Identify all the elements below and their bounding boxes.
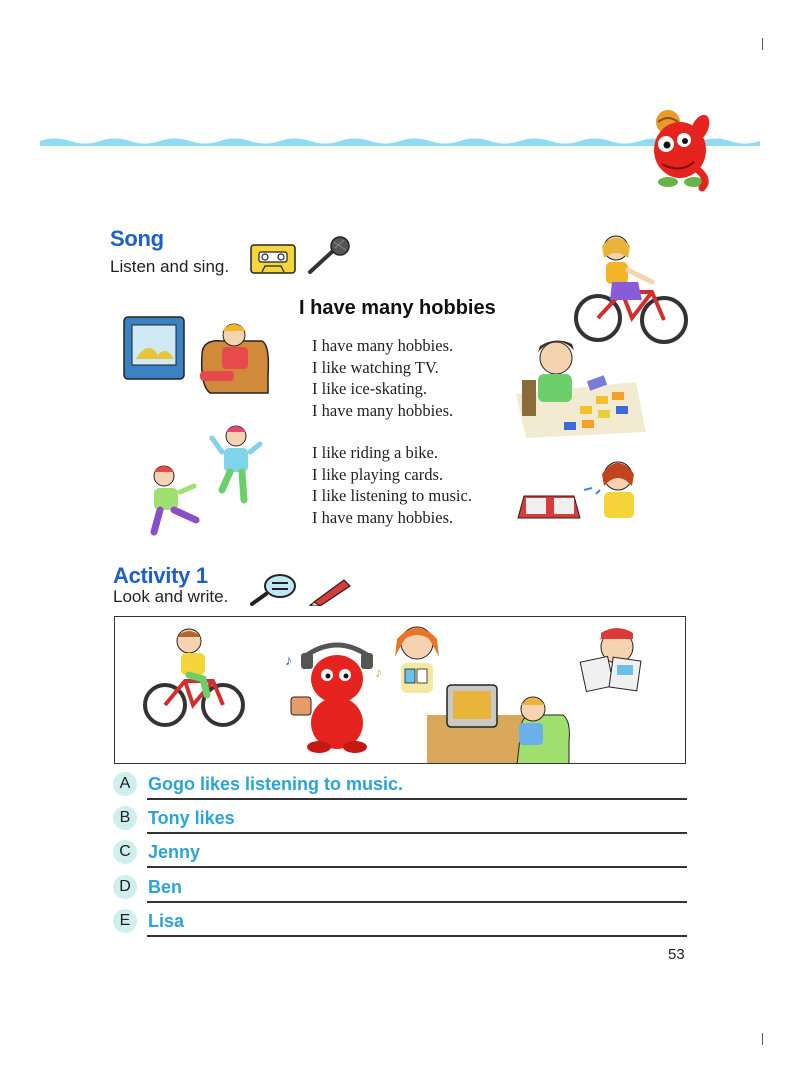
answer-row-a: [113, 772, 687, 802]
answer-row-e: [113, 909, 687, 939]
child-watching-tv-illustration: [122, 305, 272, 397]
lyric-line: I have many hobbies.: [312, 400, 454, 420]
answer-text: Tony likes: [148, 808, 235, 828]
answer-text: Lisa: [148, 911, 185, 931]
song-title: I have many hobbies: [299, 297, 496, 319]
lyric-line: I like ice-skating.: [312, 379, 428, 398]
answer-writing-line[interactable]: [147, 832, 687, 834]
magnifying-glass-icon: [248, 572, 300, 606]
song-instruction: Listen and sing.: [110, 257, 230, 276]
answer-letter-badge: B: [113, 806, 137, 830]
activity-picture-box: [114, 616, 686, 764]
girl-listening-music-illustration: [514, 450, 648, 522]
crop-mark-top: [762, 38, 763, 50]
gogo-listening-music-illustration: [283, 635, 391, 755]
song-verse-2: [312, 442, 472, 528]
activity-instruction: Look and write.: [113, 587, 229, 606]
cassette-tape-icon: [250, 244, 296, 274]
page-number: 53: [668, 946, 685, 963]
svg-text:♪: ♪: [375, 664, 382, 680]
answer-row-c: [113, 840, 687, 870]
lyric-line: I like riding a bike.: [312, 443, 439, 462]
boy-playing-cards-illustration: [516, 332, 646, 438]
answer-letter-badge: C: [113, 840, 137, 864]
lyric-line: I have many hobbies.: [312, 336, 454, 355]
lyric-line: I like listening to music.: [312, 486, 472, 505]
crop-mark-bottom: [762, 1033, 763, 1045]
girl-riding-bike-illustration: [572, 230, 690, 345]
answer-letter-badge: D: [113, 875, 137, 899]
pencil-icon: [306, 576, 352, 606]
lyric-line: I like playing cards.: [312, 464, 444, 484]
boy-riding-bike-illustration: [141, 623, 245, 729]
activity-heading: Activity 1: [113, 563, 208, 588]
answer-row-d: [113, 875, 687, 905]
answer-letter-badge: E: [113, 909, 137, 933]
answer-text: Ben: [148, 877, 183, 897]
lyric-line: I have many hobbies.: [312, 507, 454, 527]
answer-letter-badge: A: [113, 772, 137, 796]
answer-writing-line[interactable]: [147, 866, 687, 868]
answer-text: Gogo likes listening to music.: [148, 774, 404, 794]
answer-row-b: [113, 806, 687, 836]
boy-reading-comic-illustration: [579, 621, 649, 701]
lyric-line: I like watching TV.: [312, 357, 439, 377]
children-ice-skating-illustration: [136, 420, 276, 550]
child-watching-tv-illustration: [427, 679, 573, 764]
red-mascot-illustration: [640, 100, 720, 192]
microphone-icon: [304, 236, 352, 276]
answer-text: Jenny: [148, 842, 201, 862]
svg-text:♪: ♪: [285, 652, 292, 668]
answer-writing-line[interactable]: [147, 798, 687, 800]
song-heading: Song: [110, 226, 164, 251]
song-verse-1: [312, 335, 453, 421]
answer-writing-line[interactable]: [147, 935, 687, 937]
answer-writing-line[interactable]: [147, 901, 687, 903]
